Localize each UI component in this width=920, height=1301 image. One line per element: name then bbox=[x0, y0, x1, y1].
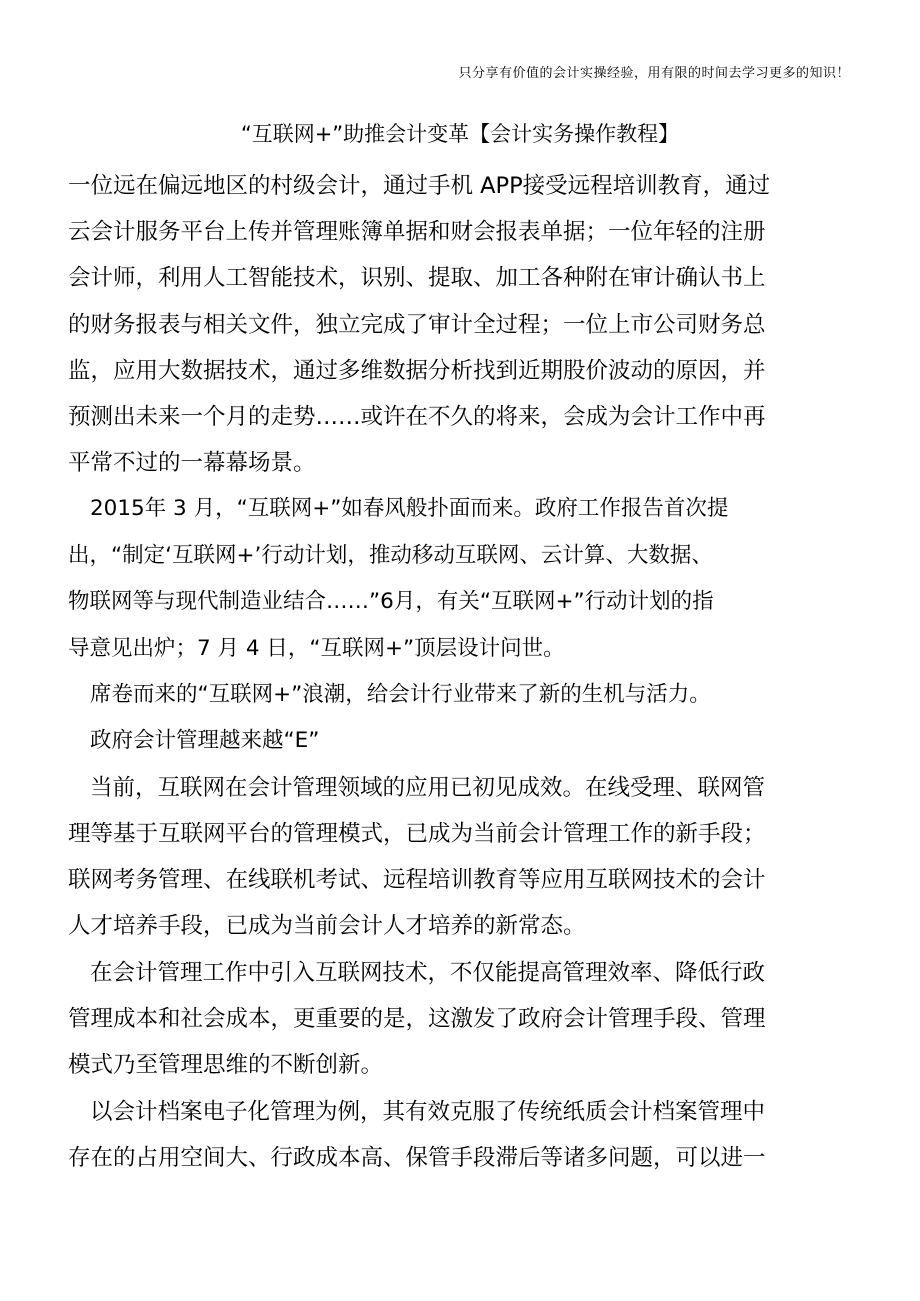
text-line: 模式乃至管理思维的不断创新。 bbox=[68, 1052, 384, 1078]
paragraph-1 bbox=[68, 163, 770, 486]
text-line: 物联网等与现代制造业结合……”6月，有关“互联网+”行动计划的指 bbox=[68, 589, 714, 614]
text-line: 监，应用大数据技术，通过多维数据分析找到近期股价波动的原因，并 bbox=[68, 357, 766, 384]
text-line: 当前，互联网在会计管理领域的应用已初见成效。在线受理、联网管 bbox=[90, 775, 766, 801]
text-line: 平常不过的一幕幕场景。 bbox=[68, 450, 316, 477]
section-heading bbox=[68, 718, 319, 765]
text-line: 政府会计管理越来越“E” bbox=[90, 728, 320, 753]
paragraph-3 bbox=[68, 672, 711, 719]
text-line: 预测出未来一个月的走势……或许在不久的将来，会成为会计工作中再 bbox=[68, 403, 766, 430]
paragraph-2 bbox=[68, 486, 728, 672]
paragraph-4 bbox=[68, 765, 766, 949]
text-line: 的财务报表与相关文件，独立完成了审计全过程；一位上市公司财务总 bbox=[68, 311, 766, 338]
text-line: 理等基于互联网平台的管理模式，已成为当前会计管理工作的新手段； bbox=[68, 821, 766, 847]
text-line: 以会计档案电子化管理为例，其有效克服了传统纸质会计档案管理中 bbox=[90, 1099, 766, 1125]
paragraph-5 bbox=[68, 950, 766, 1088]
text-line: 一位远在偏远地区的村级会计，通过手机 APP接受远程培训教育，通过 bbox=[68, 173, 771, 199]
text-line: 在会计管理工作中引入互联网技术，不仅能提高管理效率、降低行政 bbox=[90, 960, 766, 986]
text-line: 会计师，利用人工智能技术，识别、提取、加工各种附在审计确认书上 bbox=[68, 265, 766, 292]
text-line: 导意见出炉；7 月 4 日，“互联网+”顶层设计问世。 bbox=[68, 635, 565, 661]
text-line: 人才培养手段，已成为当前会计人才培养的新常态。 bbox=[68, 913, 586, 939]
paragraph-6 bbox=[68, 1089, 766, 1181]
text-line: 联网考务管理、在线联机考试、远程培训教育等应用互联网技术的会计 bbox=[68, 867, 766, 893]
text-line: 管理成本和社会成本，更重要的是，这激发了政府会计管理手段、管理 bbox=[68, 1006, 766, 1032]
text-line: 出，“制定‘互联网+’行动计划，推动移动互联网、云计算、大数据、 bbox=[68, 542, 713, 568]
text-line: 云会计服务平台上传并管理账簿单据和财会报表单据；一位年轻的注册 bbox=[68, 219, 766, 246]
page-title: “互联网+”助推会计变革【会计实务操作教程】 bbox=[240, 122, 680, 146]
text-line: 存在的占用空间大、行政成本高、保管手段滞后等诸多问题，可以进一 bbox=[68, 1145, 766, 1171]
text-line: 2015年 3 月，“互联网+”如春风般扑面而来。政府工作报告首次提 bbox=[90, 496, 729, 521]
text-line: 席卷而来的“互联网+”浪潮，给会计行业带来了新的生机与活力。 bbox=[90, 682, 711, 707]
page-header: 只分享有价值的会计实操经验，用有限的时间去学习更多的知识！ bbox=[458, 66, 850, 81]
